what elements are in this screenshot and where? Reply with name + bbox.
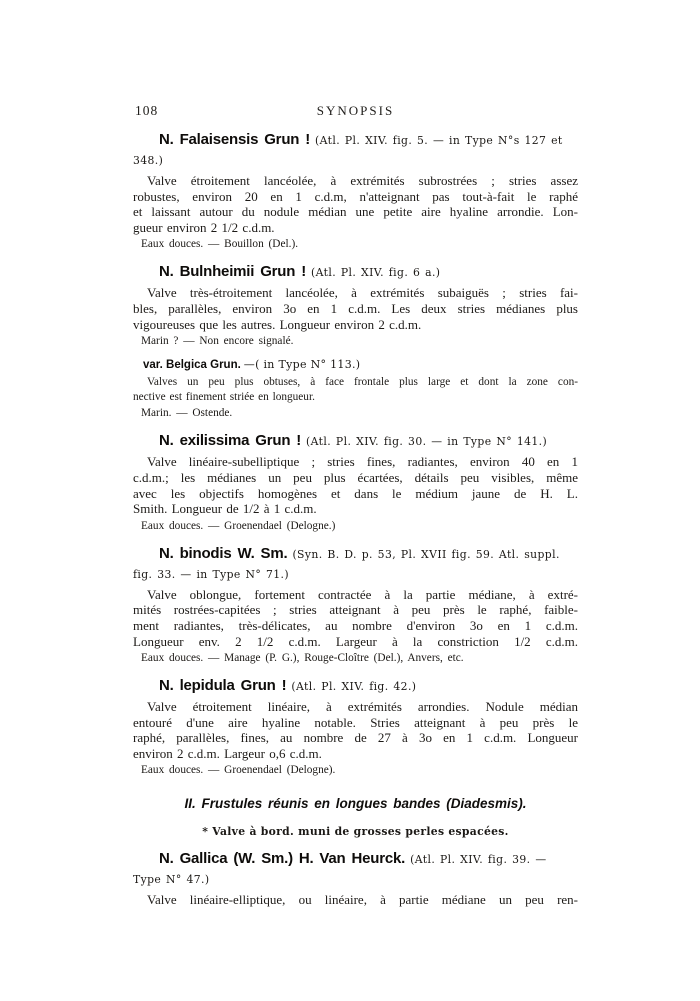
body-line: Valve linéaire-subelliptique ; stries fines, radiantes, environ 40 en 1 xyxy=(147,454,578,470)
species-heading xyxy=(133,130,578,170)
body-line: Longueur env. 2 1/2 c.d.m. Largeur à la constriction 1/2 c.d.m. xyxy=(133,633,578,649)
variety-name: var. Belgica Grun. xyxy=(143,359,241,372)
body-line: gueur environ 2 1/2 c.d.m. xyxy=(133,219,275,235)
species-description xyxy=(133,699,578,761)
species-description xyxy=(133,892,578,908)
body-line: environ 2 c.d.m. Largeur o,6 c.d.m. xyxy=(133,745,322,761)
body-line: raphé, parallèles, fines, au nombre de 27 à 3o en 1 c.d.m. Longueur xyxy=(133,730,578,746)
page-header xyxy=(133,103,578,119)
species-heading xyxy=(133,849,578,889)
body-line: c.d.m.; les médianes un peu plus écartées, détails peu visibles, même xyxy=(133,469,578,485)
habitat-line: Eaux douces. — Bouillon (Del.). xyxy=(141,238,299,251)
body-line: Valve étroitement lancéolée, à extrémités subrostrées ; stries assez xyxy=(147,173,578,188)
species-name: N. binodis W. Sm. xyxy=(159,544,288,562)
body-line: entouré d'une aire hyaline notable. Stries atteignant à peu près le xyxy=(133,714,578,730)
species-name: N. Gallica (W. Sm.) H. Van Heurck. xyxy=(159,850,406,868)
species-description xyxy=(133,454,578,516)
body-line: Valve très-étroitement lancéolée, à extrémités subaiguës ; stries fai- xyxy=(147,285,578,301)
body-line: robustes, environ 20 en 1 c.d.m, n'atteignant pas tout-à-fait le raphé xyxy=(133,188,578,204)
species-name: N. exilissima Grun ! xyxy=(159,432,302,450)
body-line: Valve oblongue, fortement contractée à la partie médiane, à extré- xyxy=(147,586,578,602)
variety-reference: —( in Type N° 113.) xyxy=(243,358,361,372)
species-name: N. Bulnheimii Grun ! xyxy=(159,263,306,281)
species-description xyxy=(133,173,578,235)
species-reference: (Atl. Pl. XIV. fig. 39. — Type N° 47.) xyxy=(133,853,547,887)
species-heading xyxy=(133,431,578,451)
body-line: Valve linéaire-elliptique, ou linéaire, à partie médiane un peu ren- xyxy=(147,892,578,908)
habitat-line: Eaux douces. — Groenendael (Delogne). xyxy=(141,764,336,777)
variety-heading xyxy=(133,356,578,373)
species-heading xyxy=(133,544,578,584)
species-name: N. lepidula Grun ! xyxy=(159,677,287,695)
body-line: Smith. Longueur de 1/2 à 1 c.d.m. xyxy=(133,501,317,517)
species-description xyxy=(133,587,578,649)
body-line: ment radiantes, très-délicates, au nombre d'environ 3o en 1 c.d.m. xyxy=(133,617,578,633)
species-name: N. Falaisensis Grun ! xyxy=(159,131,311,148)
body-line: nective est finement striée en longueur. xyxy=(133,390,315,403)
body-line: Valves un peu plus obtuses, à face frontale plus large et dont la zone con- xyxy=(147,376,578,389)
page-number: 108 xyxy=(135,103,159,118)
body-line: vigoureuses que les autres. Longueur environ 2 c.d.m. xyxy=(133,316,422,332)
species-heading xyxy=(133,676,578,696)
habitat-line: Marin. — Ostende. xyxy=(141,407,233,420)
body-line: mités rostrées-capitées ; stries atteignant à peu près le raphé, faible- xyxy=(133,602,578,618)
species-description xyxy=(133,285,578,332)
body-line: et laissant autour du nodule médian une petite aire hyaline arrondie. Lon- xyxy=(133,204,578,220)
species-reference: (Atl. Pl. XIV. fig. 6 a.) xyxy=(311,266,441,280)
habitat-line: Eaux douces. — Manage (P. G.), Rouge-Cloître (Del.), Anvers, etc. xyxy=(141,652,464,665)
species-heading xyxy=(133,262,578,282)
species-reference: (Atl. Pl. XIV. fig. 42.) xyxy=(291,680,417,694)
habitat-line: Marin ? — Non encore signalé. xyxy=(141,335,294,348)
body-line: Valve étroitement linéaire, à extrémités arrondies. Nodule médian xyxy=(147,699,578,715)
note-line: * Valve à bord. muni de grosses perles espacées. xyxy=(202,825,509,839)
habitat-line: Eaux douces. — Groenendael (Delogne.) xyxy=(141,519,336,532)
species-reference: (Atl. Pl. XIV. fig. 30. — in Type N° 141.) xyxy=(306,435,548,449)
species-reference: (Syn. B. D. p. 53, Pl. XVII fig. 59. Atl. suppl. fig. 33. — in Type N° 71.) xyxy=(133,547,560,581)
body-line: avec les objectifs homogènes et dans le médium jaune de H. L. xyxy=(133,485,578,501)
page-content xyxy=(133,130,578,908)
variety-description xyxy=(133,375,578,404)
body-line: bles, parallèles, environ 3o en 1 c.d.m. Les deux stries médianes plus xyxy=(133,300,578,316)
section-heading: II. Frustules réunis en longues bandes (Diadesmis). xyxy=(184,796,527,812)
species-reference: (Atl. Pl. XIV. fig. 5. — in Type N°s 127 et 348.) xyxy=(133,134,563,167)
running-title: SYNOPSIS xyxy=(316,103,395,118)
